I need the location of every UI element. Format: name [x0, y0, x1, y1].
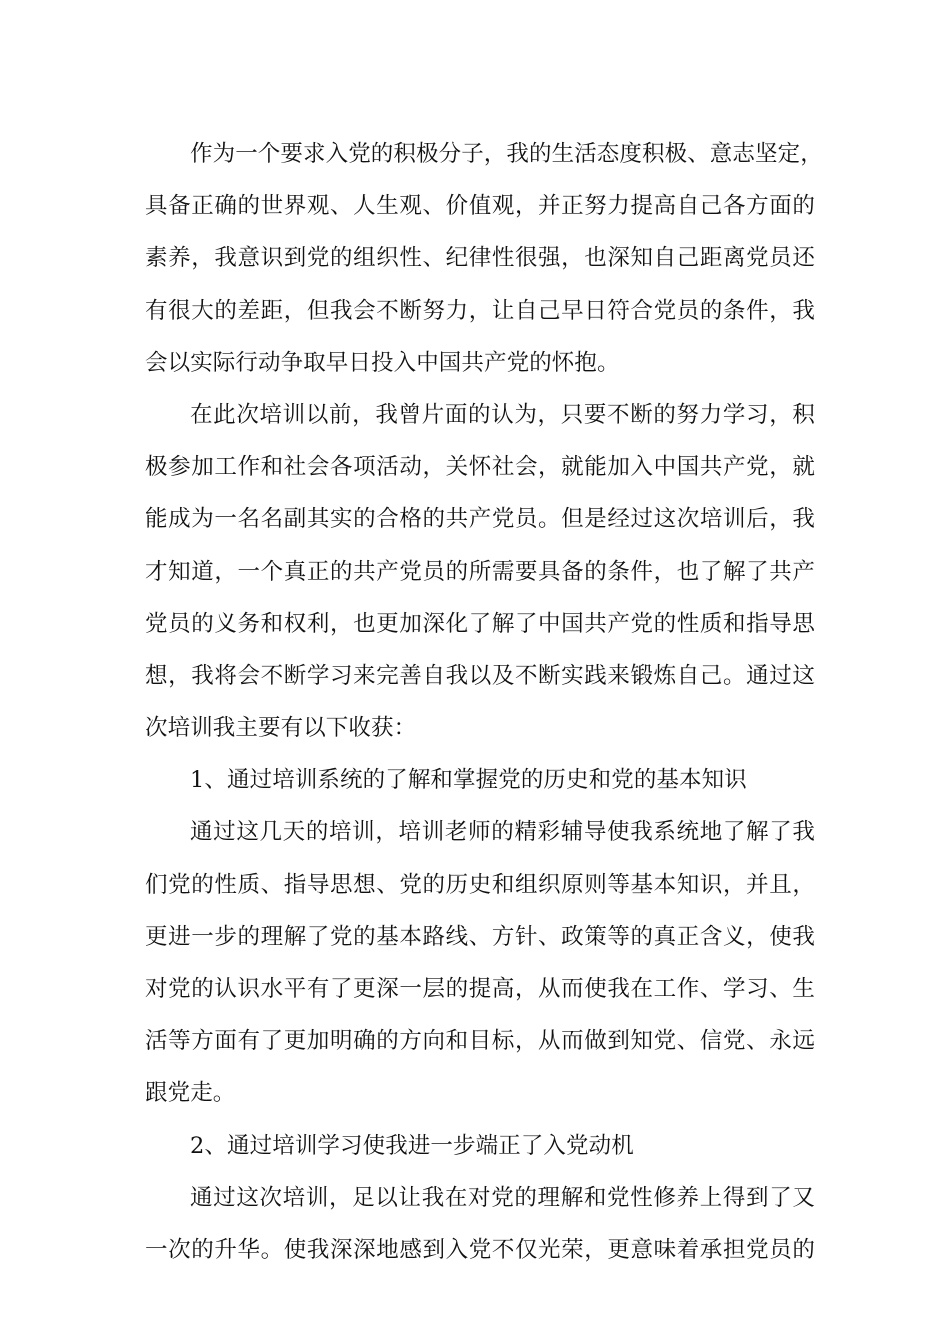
paragraph-line: 们党的性质、指导思想、党的历史和组织原则等基本知识，并且，	[145, 871, 815, 898]
paragraph-line: 次培训我主要有以下收获：	[145, 715, 417, 742]
paragraph-line: 更进一步的理解了党的基本路线、方针、政策等的真正含义，使我	[145, 923, 815, 950]
paragraph-line: 想，我将会不断学习来完善自我以及不断实践来锻炼自己。通过这	[145, 662, 815, 689]
paragraph-line: 极参加工作和社会各项活动，关怀社会，就能加入中国共产党，就	[145, 454, 815, 481]
paragraph-line: 通过这次培训，足以让我在对党的理解和党性修养上得到了又	[190, 1184, 815, 1211]
paragraph-line: 党员的义务和权利，也更加深化了解了中国共产党的性质和指导思	[145, 610, 815, 637]
paragraph-line: 一次的升华。使我深深地感到入党不仅光荣，更意味着承担党员的	[145, 1236, 815, 1263]
paragraph-line: 具备正确的世界观、人生观、价值观，并正努力提高自己各方面的	[145, 193, 815, 220]
paragraph-line: 对党的认识水平有了更深一层的提高，从而使我在工作、学习、生	[145, 976, 815, 1002]
section-heading: 2、通过培训学习使我进一步端正了入党动机	[190, 1132, 634, 1159]
paragraph-line: 作为一个要求入党的积极分子，我的生活态度积极、意志坚定，	[190, 141, 823, 167]
paragraph-line: 会以实际行动争取早日投入中国共产党的怀抱。	[145, 349, 620, 376]
section-heading: 1、通过培训系统的了解和掌握党的历史和党的基本知识	[190, 767, 747, 794]
paragraph-line: 活等方面有了更加明确的方向和目标，从而做到知党、信党、永远	[145, 1028, 815, 1055]
paragraph-line: 能成为一名名副其实的合格的共产党员。但是经过这次培训后，我	[145, 506, 815, 533]
document-body	[145, 128, 823, 1276]
paragraph-line: 在此次培训以前，我曾片面的认为，只要不断的努力学习，积	[190, 401, 815, 428]
paragraph-line: 通过这几天的培训，培训老师的精彩辅导使我系统地了解了我	[190, 819, 815, 846]
paragraph-line: 素养，我意识到党的组织性、纪律性很强，也深知自己距离党员还	[145, 245, 815, 272]
paragraph-line: 跟党走。	[145, 1080, 236, 1107]
paragraph-line: 有很大的差距，但我会不断努力，让自己早日符合党员的条件，我	[145, 297, 815, 324]
paragraph-line: 才知道，一个真正的共产党员的所需要具备的条件，也了解了共产	[145, 558, 815, 585]
